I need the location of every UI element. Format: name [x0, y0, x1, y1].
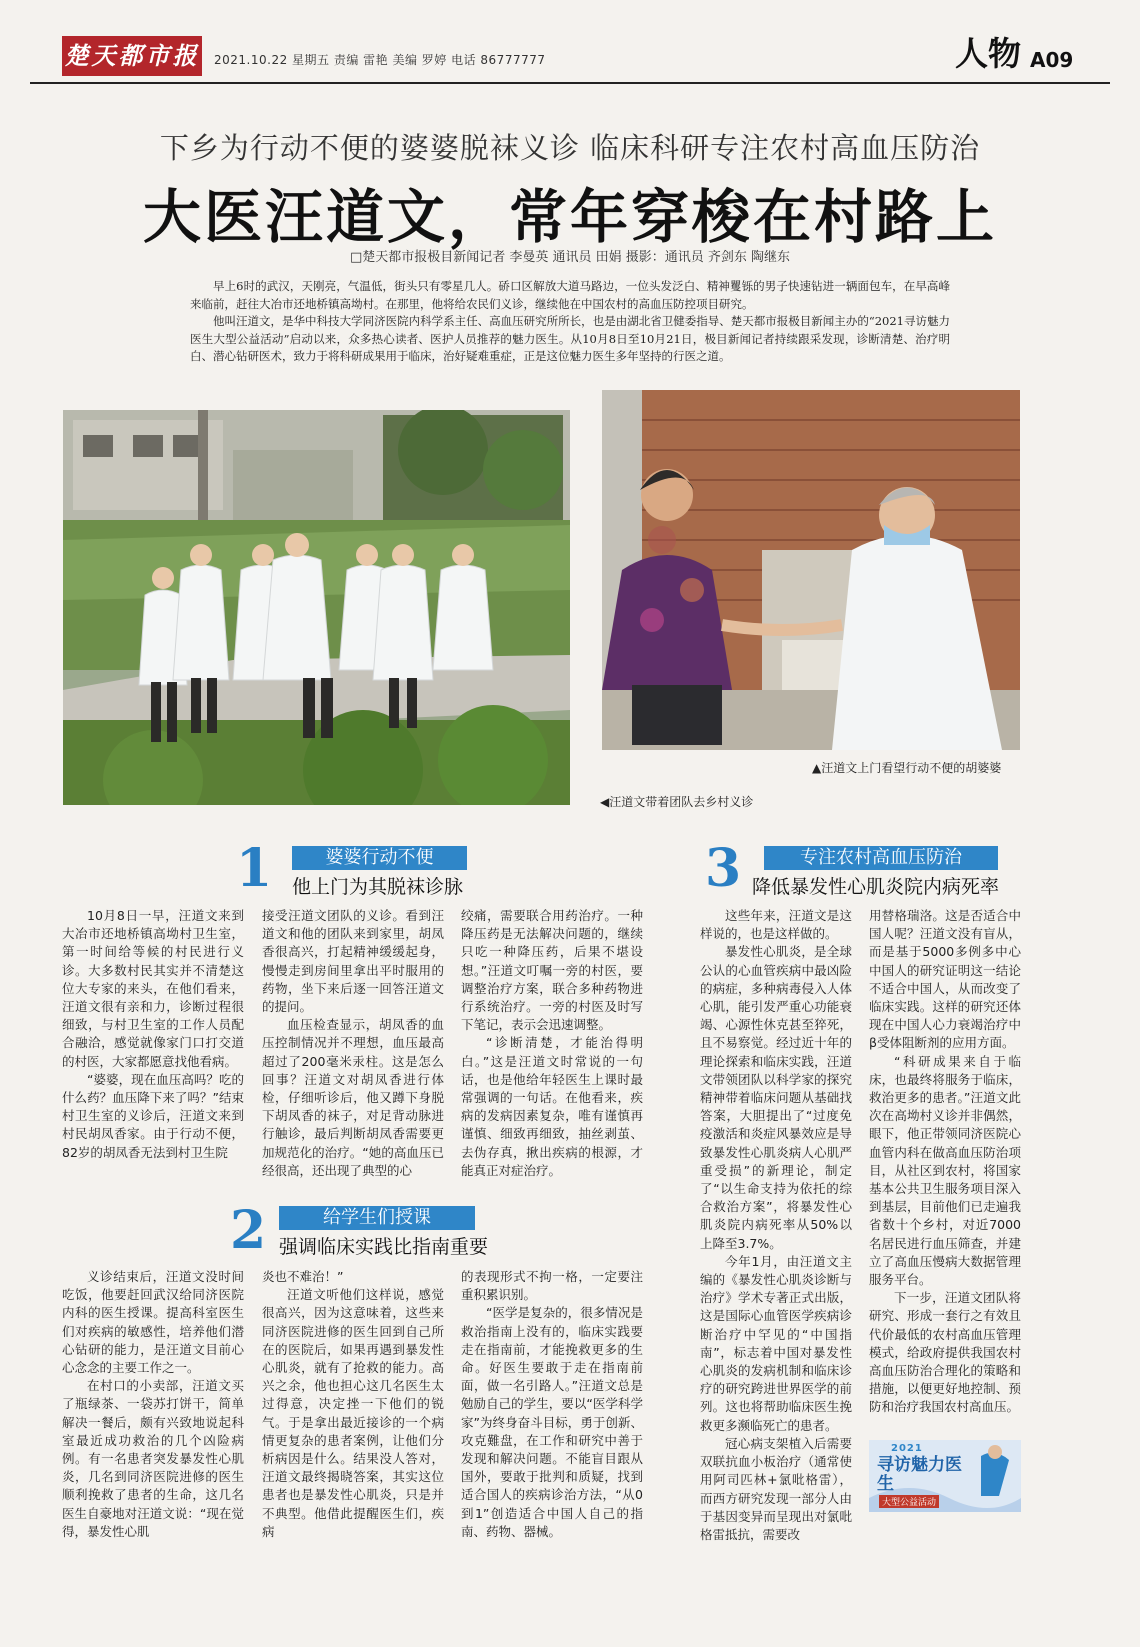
section-3-paragraph: 用替格瑞洛。这是否适合中国人呢？汪道文没有盲从，而是基于5000多例多中心中国人的研究证明这一结论不适合中国人，从而改变了临床实践。这样的研究还体现在中国人心力衰竭治疗中β受体阻断剂的应用方面。	[869, 908, 1021, 1051]
section-2-paragraph: 炎也不难治！”	[262, 1269, 344, 1284]
section-1-column-1	[62, 907, 244, 1162]
section-1-paragraph: 血压检查显示，胡凤香的血压控制情况并不理想，血压最高超过了200毫米汞柱。这是怎么回事？汪道文对胡凤香进行体检，仔细听诊后，他又蹲下身脱下胡凤香的袜子，对足背动脉进行触诊，最后判断胡凤香需要更加规范化的治疗。“她的高血压已经很高，还出现了典型的心	[262, 1017, 444, 1178]
section-2-column-3	[461, 1268, 643, 1541]
page-number: A09	[1030, 48, 1074, 72]
section-3-title: 降低暴发性心肌炎院内病死率	[752, 876, 1000, 898]
section-2-column-1	[62, 1268, 244, 1541]
section-1-title: 他上门为其脱袜诊脉	[292, 876, 464, 898]
section-3-paragraph: 冠心病支架植入后需要双联抗血小板治疗（通常使用阿司匹林+氯吡格雷），而西方研究发现一部分人由于基因变异而呈现出对氯吡格雷抵抗，需要改	[700, 1435, 852, 1542]
section-1-paragraph: “婆婆，现在血压高吗？吃的什么药？血压降下来了吗？”结束村卫生室的义诊后，汪道文来到村民胡凤香家。由于行动不便，82岁的胡凤香无法到村卫生院	[62, 1071, 244, 1160]
team-walking-illustration	[63, 410, 570, 805]
masthead-divider	[30, 82, 1110, 84]
section-3-paragraph: 下一步，汪道文团队将研究、形成一套行之有效且代价最低的农村高血压管理模式，给政府提供我国农村高血压防治合理化的策略和措施，以便更好地控制、预防和治疗我国农村高血压。	[869, 1290, 1021, 1415]
section-3-paragraph: “科研成果来自于临床，也最终将服务于临床，救治更多的患者。”汪道文此次在高坳村义诊并非偶然，眼下，他正带领同济医院心血管内科在做高血压防治项目，从社区到农村，将国家基本公共卫生服务项目深入到基层，目前他们已走遍我省数十个乡村，对近7000名居民进行血压筛查，并建立了高血压慢病大数据管理服务平台。	[869, 1053, 1021, 1288]
headline: 大医汪道文，常年穿梭在村路上	[142, 183, 997, 251]
badge-title: 寻访魅力医生	[877, 1455, 962, 1494]
team-walking-photo	[63, 410, 570, 805]
section-3-number: 3	[705, 838, 742, 899]
campaign-badge	[869, 1440, 1021, 1512]
section-2-column-2	[262, 1268, 444, 1541]
newspaper-logo: 楚天都市报	[62, 36, 202, 76]
section-1-paragraph: 绞痛，需要联合用药治疗。一种降压药是无法解决问题的，继续只吃一种降压药，后果不堪设想。”汪道文叮嘱一旁的村医，要调整治疗方案，联合多种药物进行系统治疗。一旁的村医及时写下笔记，表示会迅速调整。	[461, 908, 643, 1033]
section-1-paragraph: 接受汪道文团队的义诊。看到汪道文和他的团队来到家里，胡凤香很高兴，打起精神缓缓起身，慢慢走到房间里拿出平时服用的药物，坐下来后逐一回答汪道文的提问。	[262, 908, 444, 1015]
section-3-paragraph: 这些年来，汪道文是这样说的，也是这样做的。	[700, 908, 852, 942]
section-2-paragraph: 的表现形式不拘一格，一定要注重积累识别。	[461, 1269, 643, 1303]
section-3-paragraph: 暴发性心肌炎，是全球公认的心血管疾病中最凶险的病症，多种病毒侵入人体心肌，能引发严重心功能衰竭、心源性休克甚至猝死，且不易察觉。经过近十年的理论探索和临床实践，汪道文带领团队以科学家的探究精神带着临床问题从基础找答案，大胆提出了“过度免疫激活和炎症风暴效应是导致暴发性心肌炎病人心肌严重受损”的新理论，制定了“以生命支持为依托的综合救治方案”，将暴发性心肌炎院内病死率从50%以上降至3.7%。	[700, 944, 852, 1251]
badge-year: 2021	[891, 1443, 923, 1454]
section-2-paragraph: 义诊结束后，汪道文没时间吃饭，他要赶回武汉给同济医院内科的医生授课。提高科室医生们对疾病的敏感性，培养他们潜心钻研的能力，是汪道文目前心心念念的主要工作之一。	[62, 1269, 244, 1376]
section-2-tag: 给学生们授课	[279, 1206, 475, 1230]
section-2-paragraph: 在村口的小卖部，汪道文买了瓶绿茶、一袋苏打饼干，简单解决一餐后，颇有兴致地说起科室最近成功救治的几个凶险病例。有一名患者突发暴发性心肌炎，几名到同济医院进修的医生顺利挽救了患者的生命，这几名医生自豪地对汪道文说：“现在觉得，暴发性心肌	[62, 1378, 244, 1539]
lead-paragraph	[190, 278, 950, 366]
home-visit-illustration	[602, 390, 1020, 750]
section-3-paragraph: 今年1月，由汪道文主编的《暴发性心肌炎诊断与治疗》学术专著正式出版，这是国际心血管医学疾病诊断治疗中罕见的“中国指南”，标志着中国对暴发性心肌炎的发病机制和临床诊疗的研究跨进世界医学的前列。这也将帮助临床医生挽救更多濒临死亡的患者。	[700, 1253, 852, 1433]
section-2-title: 强调临床实践比指南重要	[279, 1236, 489, 1258]
section-1-column-2	[262, 907, 444, 1180]
section-3-tag: 专注农村高血压防治	[764, 846, 998, 870]
home-visit-caption: ▲汪道文上门看望行动不便的胡婆婆	[812, 761, 1002, 775]
section-2-number: 2	[230, 1200, 267, 1261]
issue-meta: 2021.10.22 星期五 责编 雷艳 美编 罗婷 电话 86777777	[214, 53, 546, 67]
section-3-column-2	[869, 907, 1021, 1417]
home-visit-photo	[602, 390, 1020, 750]
byline: □楚天都市报极目新闻记者 李曼英 通讯员 田娟 摄影：通讯员 齐剑东 陶继东	[349, 250, 791, 265]
section-1-paragraph: 10月8日一早，汪道文来到大冶市还地桥镇高坳村卫生室，第一时间给等候的村民进行义诊。大多数村民其实并不清楚这位大专家的来头，在他们看来，汪道文很有亲和力，诊断过程很细致，与村卫生室的工作人员配合融洽，感觉就像家门口打交道的村医，大家都愿意找他看病。	[62, 908, 244, 1069]
section-1-column-3	[461, 907, 643, 1180]
lead-paragraph-2: 他叫汪道文，是华中科技大学同济医院内科学系主任、高血压研究所所长，也是由湖北省卫健委指导、楚天都市报极目新闻主办的“2021寻访魅力医生大型公益活动”启动以来，众多热心读者、医护人员推荐的魅力医生。从10月8日至10月21日，极目新闻记者持续跟采发现，诊断清楚、治疗明白、潜心钻研医术，致力于将科研成果用于临床，治好疑难重症，正是这位魅力医生多年坚持的行医之道。	[190, 314, 950, 363]
badge-subtitle: 大型公益活动	[879, 1495, 939, 1508]
section-1-number: 1	[236, 838, 273, 899]
lead-paragraph-1: 早上6时的武汉，天刚亮，气温低，街头只有零星几人。硚口区解放大道马路边，一位头发泛白、精神矍铄的男子快速钻进一辆面包车，在早高峰来临前，赶往大冶市还地桥镇高坳村。在那里，他将给农民们义诊，继续他在中国农村的高血压防控项目研究。	[190, 279, 950, 311]
section-name: 人物	[955, 34, 1021, 73]
section-2-paragraph: 汪道文听他们这样说，感觉很高兴，因为这意味着，这些来同济医院进修的医生回到自己所在的医院后，如果再遇到暴发性心肌炎，就有了抢救的能力。高兴之余，他也担心这几名医生太过得意，决定挫一下他们的锐气。于是拿出最近接诊的一个病情更复杂的患者案例，让他们分析病因是什么。结果没人答对，汪道文最终揭晓答案，其实这位患者也是暴发性心肌炎，只是并不典型。他借此提醒医生们，疾病	[262, 1287, 444, 1539]
team-walking-caption: ◀汪道文带着团队去乡村义诊	[600, 795, 754, 809]
section-1-tag: 婆婆行动不便	[292, 846, 467, 870]
section-1-paragraph: “诊断清楚，才能治得明白。”这是汪道文时常说的一句话，也是他给年轻医生上课时最常强调的一句话。在他看来，疾病的发病因素复杂，唯有谨慎再谨慎、细致再细致，抽丝剥茧、去伪存真，揪出疾病的根源，才能真正对症治疗。	[461, 1035, 643, 1178]
section-2-paragraph: “医学是复杂的，很多情况是救治指南上没有的，临床实践要走在指南前，才能挽救更多的生命。好医生要敢于走在指南前面，做一名引路人。”汪道文总是勉励自己的学生，要以“医学科学家”为终身奋斗目标，勇于创新、攻克難盘，在工作和研究中善于发现和解决问题。不能盲目跟从国外，要敢于批判和质疑，找到适合国人的疾病诊治方法，“从0到1”创造适合中国人自己的指南、药物、器械。	[461, 1305, 643, 1539]
section-3-column-1	[700, 907, 852, 1544]
subheadline: 下乡为行动不便的婆婆脱袜义诊 临床科研专注农村高血压防治	[159, 131, 981, 165]
